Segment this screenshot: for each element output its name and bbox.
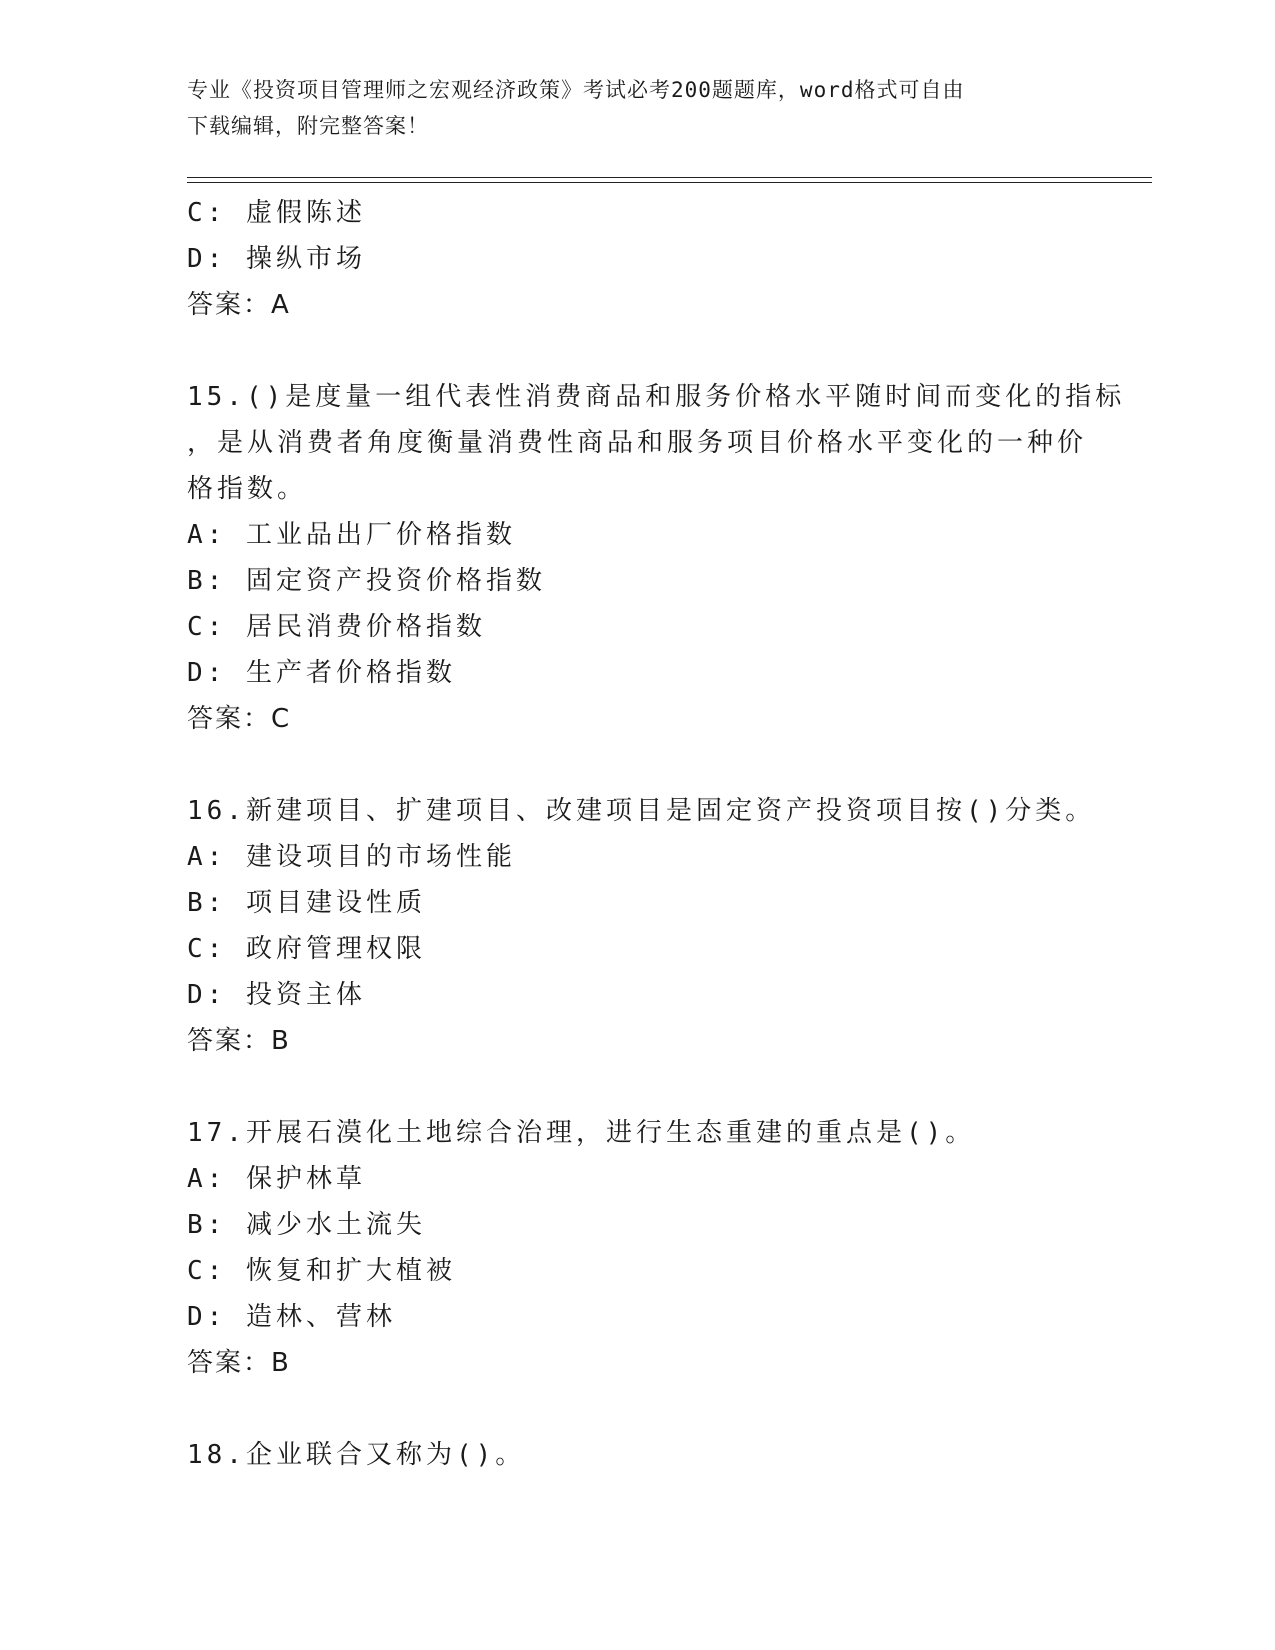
- answer-line: 答案：A: [187, 290, 291, 320]
- question-stem-line: ，是从消费者角度衡量消费性商品和服务项目价格水平变化的一种价: [187, 428, 1088, 458]
- question-14-partial: [187, 190, 1087, 328]
- option-c: C: 居民消费价格指数: [187, 612, 486, 642]
- answer-line: 答案：B: [187, 1348, 291, 1378]
- question-16: [187, 788, 1096, 1064]
- question-list: [187, 190, 1126, 1478]
- option-a: A: 保护林草: [187, 1164, 366, 1194]
- question-17: [187, 1110, 1087, 1386]
- option-a: A: 建设项目的市场性能: [187, 842, 516, 872]
- answer-line: 答案：B: [187, 1026, 291, 1056]
- document-header: [187, 72, 1067, 144]
- question-stem-line: 16.新建项目、扩建项目、改建项目是固定资产投资项目按()分类。: [187, 796, 1096, 826]
- question-stem-line: 17.开展石漠化土地综合治理，进行生态重建的重点是()。: [187, 1118, 976, 1148]
- option-d: D: 操纵市场: [187, 244, 366, 274]
- header-line-2: 下载编辑，附完整答案！: [187, 114, 429, 138]
- question-15: [187, 374, 1126, 742]
- answer-line: 答案：C: [187, 704, 292, 734]
- question-stem-line: 格指数。: [187, 474, 308, 504]
- option-c: C: 虚假陈述: [187, 198, 366, 228]
- option-a: A: 工业品出厂价格指数: [187, 520, 516, 550]
- option-b: B: 减少水土流失: [187, 1210, 426, 1240]
- header-divider-bottom: [187, 182, 1152, 183]
- option-d: D: 生产者价格指数: [187, 658, 456, 688]
- option-b: B: 固定资产投资价格指数: [187, 566, 546, 596]
- option-c: C: 恢复和扩大植被: [187, 1256, 456, 1286]
- question-stem-line: 15.()是度量一组代表性消费商品和服务价格水平随时间而变化的指标: [187, 382, 1126, 412]
- question-18: [187, 1432, 1087, 1478]
- option-b: B: 项目建设性质: [187, 888, 426, 918]
- option-d: D: 投资主体: [187, 980, 366, 1010]
- question-stem-line: 18.企业联合又称为()。: [187, 1440, 526, 1470]
- header-divider-top: [187, 177, 1152, 178]
- option-d: D: 造林、营林: [187, 1302, 396, 1332]
- header-line-1: 专业《投资项目管理师之宏观经济政策》考试必考200题题库，word格式可自由: [187, 78, 965, 102]
- option-c: C: 政府管理权限: [187, 934, 426, 964]
